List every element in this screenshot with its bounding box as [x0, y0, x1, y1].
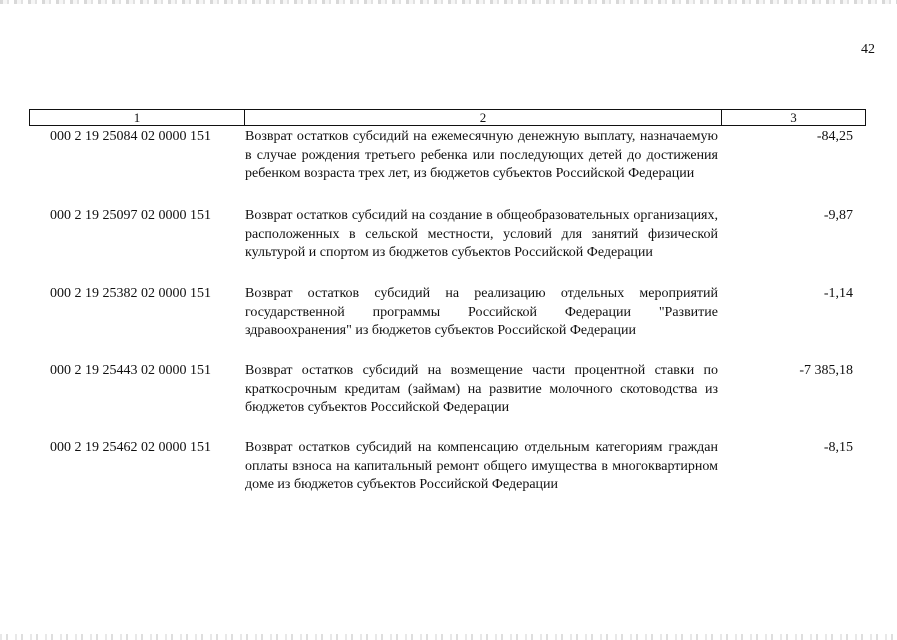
row-amount: -9,87 — [823, 208, 853, 223]
budget-code: 000 2 19 25097 02 0000 151 — [50, 208, 211, 223]
column-header-2: 2 — [245, 110, 722, 125]
row-description: Возврат остатков субсидий на ежемесячную денежную выплату, назначаемую в случае рождения третьего ребенка или последующих детей до достижения ребенком возраста трех лет, из бюджетов субъектов Российской Федерации — [245, 129, 718, 181]
budget-code: 000 2 19 25084 02 0000 151 — [50, 129, 211, 144]
row-amount: -84,25 — [816, 129, 853, 144]
row-description: Возврат остатков субсидий на возмещение части процентной ставки по краткосрочным кредитам (займам) на развитие молочного скотоводства из бюджетов субъектов Российской Федерации — [245, 363, 718, 415]
table-header — [29, 109, 866, 126]
budget-code: 000 2 19 25462 02 0000 151 — [50, 440, 211, 455]
row-description: Возврат остатков субсидий на создание в общеобразовательных организациях, расположенных в сельской местности, условий для занятий физической культурой и спортом из бюджетов субъектов Российской Федерации — [245, 208, 718, 260]
page-number: 42 — [861, 42, 875, 57]
row-amount: -7 385,18 — [799, 363, 853, 378]
scan-edge-bottom — [0, 634, 897, 640]
budget-code: 000 2 19 25443 02 0000 151 — [50, 363, 211, 378]
row-amount: -1,14 — [823, 286, 853, 301]
row-description: Возврат остатков субсидий на компенсацию отдельным категориям граждан оплаты взноса на капитальный ремонт общего имущества в многоквартирном доме из бюджетов субъектов Российской Федерации — [245, 440, 718, 492]
budget-code: 000 2 19 25382 02 0000 151 — [50, 286, 211, 301]
column-header-3: 3 — [790, 110, 797, 125]
column-header-1: 1 — [30, 110, 245, 125]
row-amount: -8,15 — [823, 440, 853, 455]
scan-edge-top — [0, 0, 897, 4]
row-description: Возврат остатков субсидий на реализацию отдельных мероприятий государственной программы Российской Федерации "Развитие здравоохранения" из бюджетов субъектов Российской Федерации — [245, 286, 718, 338]
